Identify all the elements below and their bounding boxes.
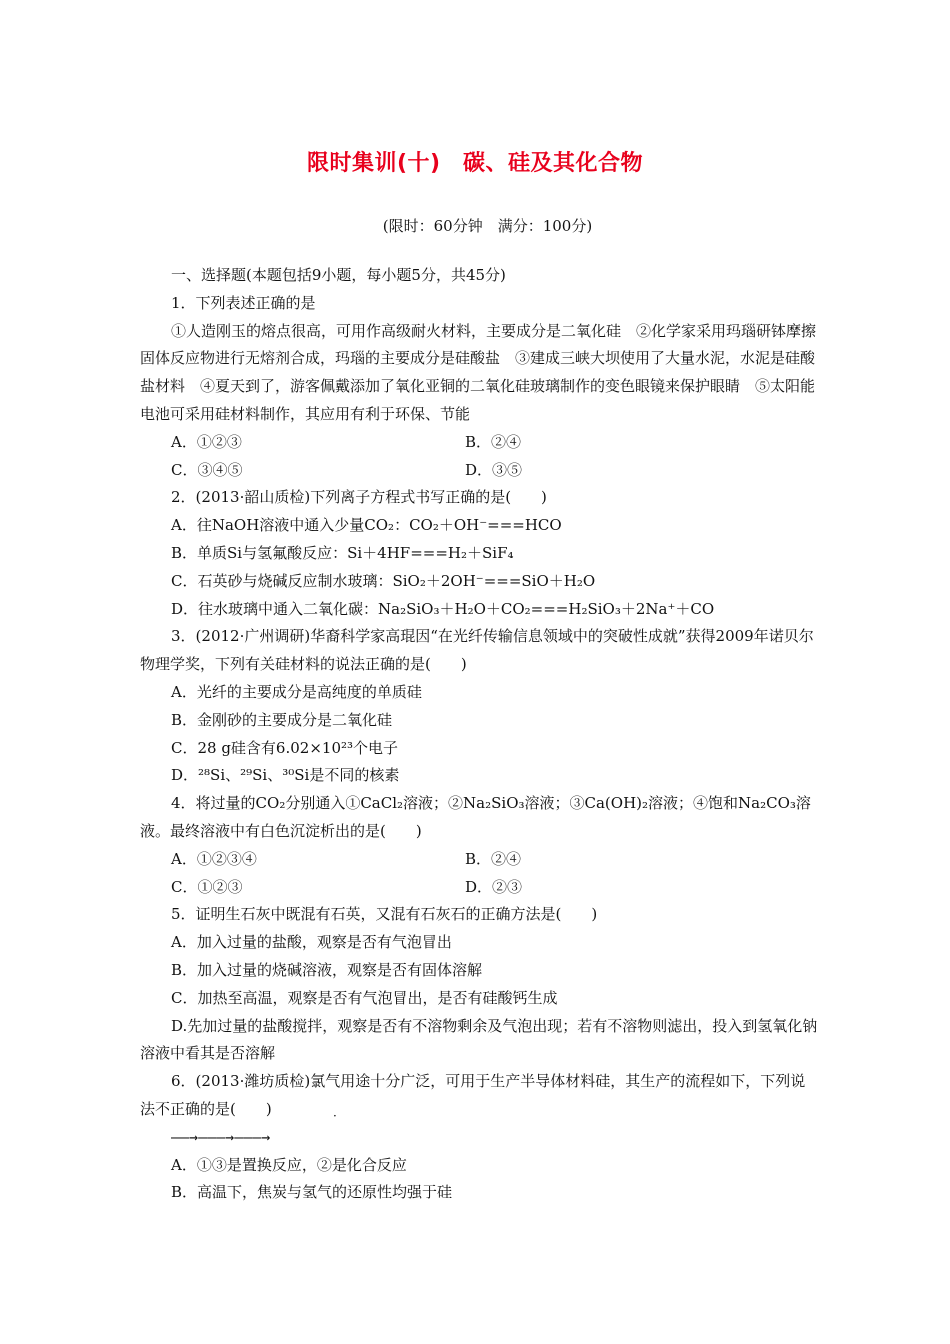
q1-stem: 1．下列表述正确的是 [171,293,316,312]
q4-option-d: D．②③ [465,877,523,896]
q3-stem: 3．(2012·广州调研)华裔科学家高琨因“在光纤传输信息领域中的突破性成就”获得2009年诺贝尔物理学奖，下列有关硅材料的说法正确的是( ) [140,627,814,674]
q1-option-c: C．③④⑤ [171,460,243,479]
q4-stem: 4．将过量的CO₂分别通入①CaCl₂溶液；②Na₂SiO₃溶液；③Ca(OH)₂溶液；④饱和Na₂CO₃溶液。最终溶液中有白色沉淀析出的是( ) [140,794,811,840]
q1-option-b: B．②④ [465,432,522,451]
q1-option-d: D．③⑤ [465,460,523,479]
question-content [140,262,820,1207]
q4-option-c: C．①②③ [171,877,243,896]
q4-option-b: B．②④ [465,849,522,868]
q3-option-d: D．²⁸Si、²⁹Si、³⁰Si是不同的核素 [171,766,400,785]
page-subtitle: (限时：60分钟 满分：100分) [382,217,593,235]
q6-flow-diagram: ——→———→———→ [171,1127,271,1146]
q6-stem-text: 6．(2013·潍坊质检)氯气用途十分广泛，可用于生产半导体材料硅，其生产的流程如下，下列说法不正确的是( ) [140,1072,806,1118]
q4-options-row2 [140,874,820,902]
q5-option-c: C．加热至高温，观察是否有气泡冒出，是否有硅酸钙生成 [171,988,558,1007]
q1-body: ①人造刚玉的熔点很高，可用作高级耐火材料，主要成分是二氧化硅 ②化学家采用玛瑙研钵摩擦固体反应物进行无熔剂合成，玛瑙的主要成分是硅酸盐 ③建成三峡大坝使用了大量水泥，水泥是硅酸盐材料 ④夏天到了，游客佩戴添加了氧化亚铜的二氧化硅玻璃制作的变色眼镜来保护眼睛 ⑤太阳能电池可采用硅材料制作，其应用有利于环保、节能 [140,321,817,423]
q2-option-a: A．往NaOH溶液中通入少量CO₂：CO₂＋OH⁻===HCO [171,516,562,535]
q2-option-b: B．单质Si与氢氟酸反应：Si＋4HF===H₂＋SiF₄ [171,543,514,562]
q2-option-d: D．往水玻璃中通入二氧化碳：Na₂SiO₃＋H₂O＋CO₂===H₂SiO₃＋2Na⁺＋CO [171,599,715,618]
q4-option-a: A．①②③④ [171,849,257,868]
q4-options-row1 [140,846,820,874]
q5-option-d: D.先加过量的盐酸搅拌，观察是否有不溶物剩余及气泡出现；若有不溶物则滤出，投入到氢氧化钠溶液中看其是否溶解 [140,1016,818,1063]
q3-option-b: B．金刚砂的主要成分是二氧化硅 [171,710,393,729]
q6-stem [140,1068,820,1124]
q2-stem: 2．(2013·韶山质检)下列离子方程式书写正确的是( ) [171,488,547,507]
q5-option-a: A．加入过量的盐酸，观察是否有气泡冒出 [171,933,452,952]
q1-options-row1 [140,429,820,457]
q3-option-c: C．28 g硅含有6.02×10²³个电子 [171,738,399,757]
q5-option-b: B．加入过量的烧碱溶液，观察是否有固体溶解 [171,960,483,979]
q6-option-b: B．高温下，焦炭与氢气的还原性均强于硅 [171,1183,453,1202]
q3-option-a: A．光纤的主要成分是高纯度的单质硅 [171,682,422,701]
q5-stem: 5．证明生石灰中既混有石英，又混有石灰石的正确方法是( ) [171,905,598,924]
q1-option-a: A．①②③ [171,432,242,451]
q2-option-c: C．石英砂与烧碱反应制水玻璃：SiO₂＋2OH⁻===SiO＋H₂O [171,571,596,590]
section-heading: 一、选择题(本题包括9小题，每小题5分，共45分) [171,266,506,284]
q1-options-row2 [140,457,820,485]
emphasis-dot: · [333,1109,337,1124]
page-title: 限时集训(十) 碳、硅及其化合物 [306,151,644,176]
q6-option-a: A．①③是置换反应，②是化合反应 [171,1155,407,1174]
